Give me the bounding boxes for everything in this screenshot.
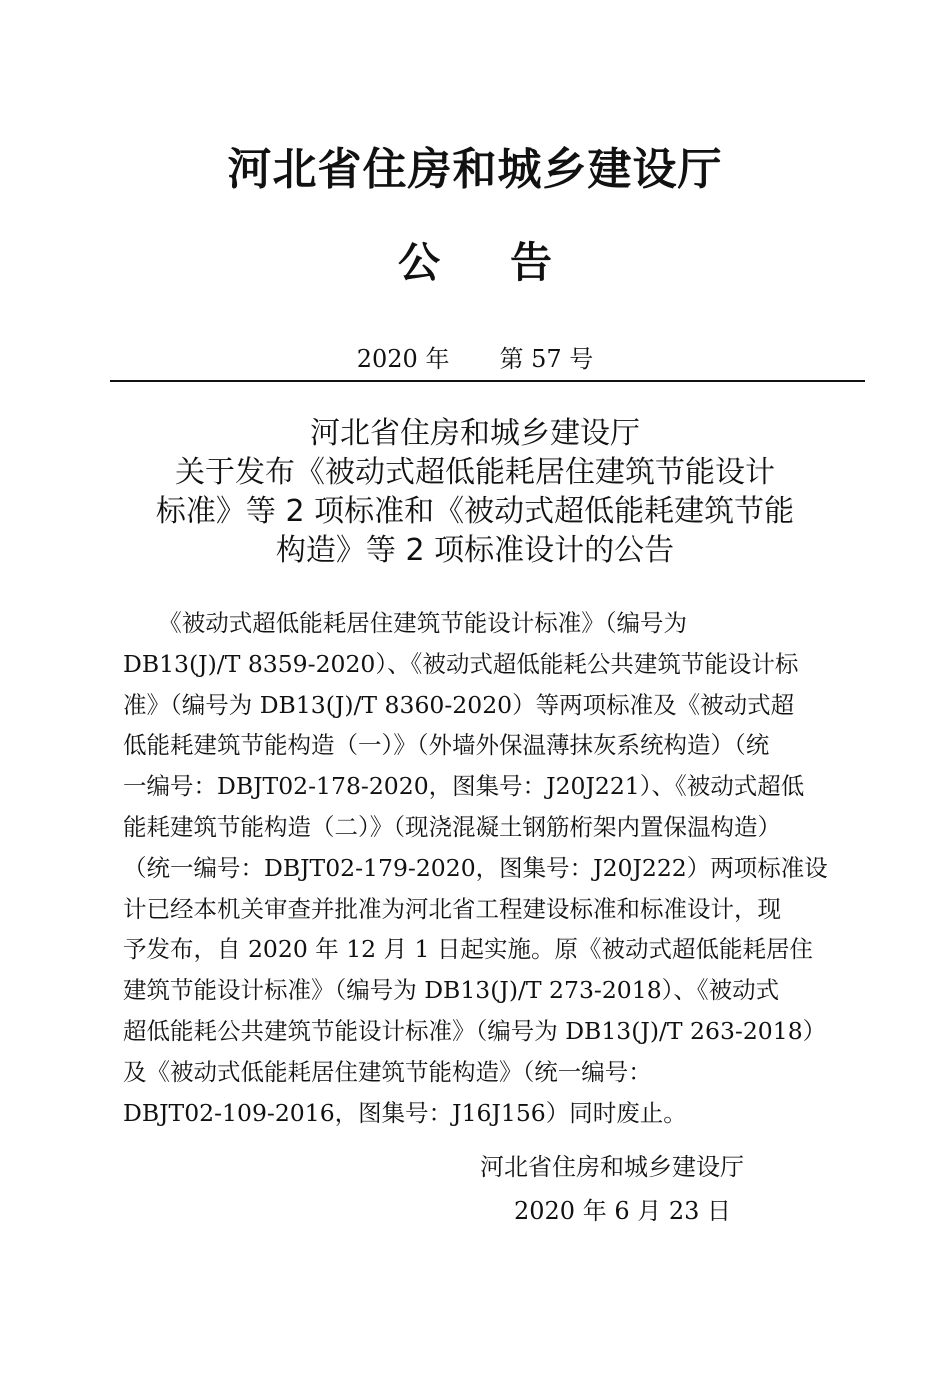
body-line: DBJT02-109-2016，图集号：J16J156）同时废止。 — [123, 1098, 687, 1127]
body-line: 《被动式超低能耗居住建筑节能设计标准》（编号为 — [123, 609, 687, 637]
body-line: 及《被动式低能耗居住建筑节能构造》（统一编号： — [123, 1057, 652, 1086]
document-serial: 第 57 号 — [499, 345, 594, 373]
title-line: 标准》等 2 项标准和《被动式超低能耗建筑节能 — [155, 494, 795, 529]
body-line: （统一编号：DBJT02-179-2020，图集号：J20J222）两项标准设 — [123, 853, 828, 882]
header-divider — [110, 380, 865, 382]
body-line: 予发布，自 2020 年 12 月 1 日起实施。原《被动式超低能耗居住 — [123, 935, 813, 964]
body-line: DB13(J)/T 8359-2020）、《被动式超低能耗公共建筑节能设计标 — [123, 649, 799, 678]
title-line: 河北省住房和城乡建设厅 — [310, 416, 640, 451]
issuing-agency-heading: 河北省住房和城乡建设厅 — [227, 144, 723, 195]
announcement-title — [100, 414, 850, 570]
body-line: 一编号：DBJT02-178-2020，图集号：J20J221）、《被动式超低 — [123, 772, 805, 801]
signing-agency: 河北省住房和城乡建设厅 — [480, 1153, 744, 1181]
body-line: 能耗建筑节能构造（二）》（现浇混凝土钢筋桁架内置保温构造） — [123, 812, 781, 841]
document-type-heading: 公告 — [397, 238, 622, 287]
issue-date: 2020 年 6 月 23 日 — [514, 1197, 732, 1225]
body-line: 准》（编号为 DB13(J)/T 8360-2020）等两项标准及《被动式超 — [123, 690, 795, 719]
title-line: 关于发布《被动式超低能耗居住建筑节能设计 — [175, 455, 775, 490]
body-line: 建筑节能设计标准》（编号为 DB13(J)/T 273-2018）、《被动式 — [123, 976, 780, 1005]
body-line: 超低能耗公共建筑节能设计标准》（编号为 DB13(J)/T 263-2018） — [123, 1016, 827, 1045]
body-line: 计已经本机关审查并批准为河北省工程建设标准和标准设计，现 — [123, 894, 781, 923]
document-year: 2020 年 — [356, 345, 450, 373]
title-line: 构造》等 2 项标准设计的公告 — [275, 533, 675, 568]
announcement-body — [123, 603, 829, 1133]
document-number — [0, 342, 950, 376]
body-line: 低能耗建筑节能构造（一）》（外墙外保温薄抹灰系统构造）（统 — [123, 731, 770, 760]
